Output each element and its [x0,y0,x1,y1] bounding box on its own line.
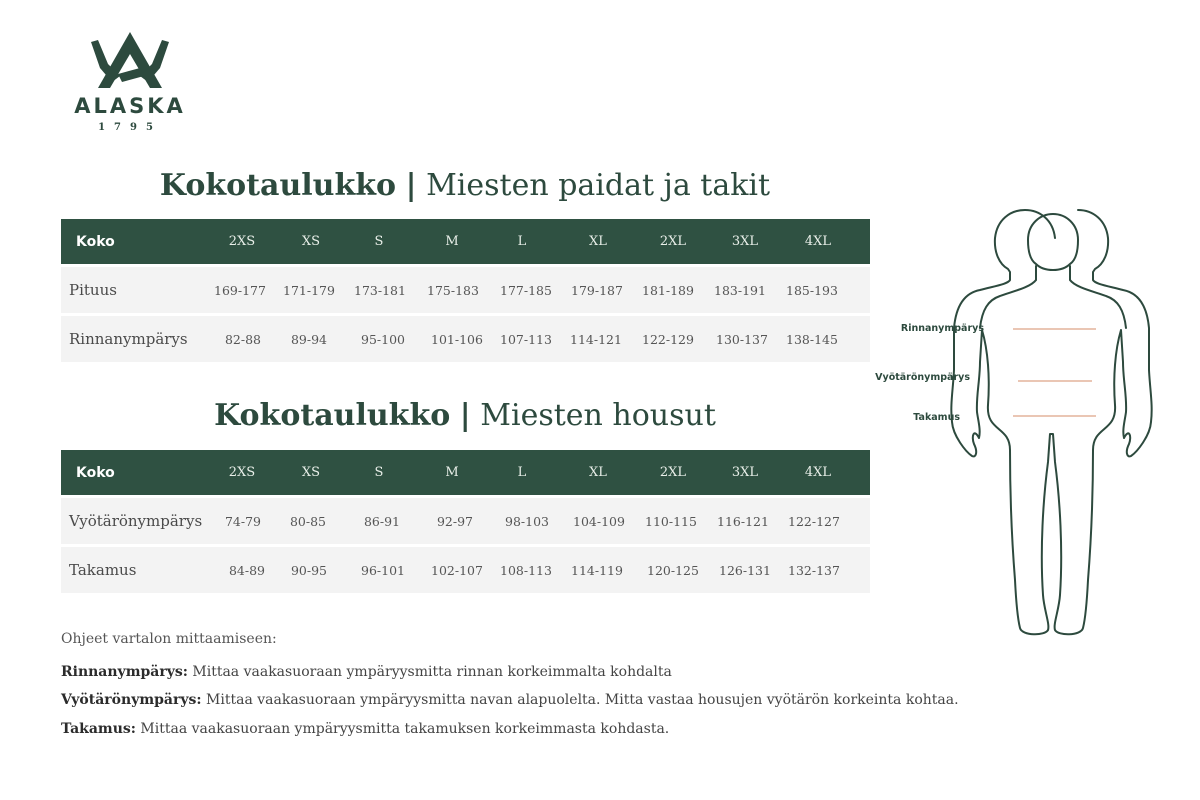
table1-title [60,168,870,203]
row-label: Rinnanympärys [69,330,188,348]
table-cell: 126-131 [719,562,771,578]
size-header: XL [589,465,607,480]
size-header: S [374,234,384,249]
size-header: L [517,234,527,249]
table-cell: 173-181 [354,282,406,298]
table-cell: 89-94 [290,331,328,347]
instruction-text: Mittaa vaakasuoraan ympäryysmitta takamuksen korkeimmasta kohdasta. [135,721,670,737]
size-header: 4XL [804,465,832,480]
instruction-term: Vyötärönympärys: [61,692,202,708]
table-cell: 98-103 [505,513,549,529]
table-cell: 90-95 [290,562,328,578]
table-cell: 86-91 [363,513,401,529]
table-cell: 179-187 [571,282,623,298]
instruction-chest [61,664,672,680]
table-cell: 101-106 [431,331,483,347]
measurement-lines [860,200,1160,650]
table-cell: 183-191 [714,282,766,298]
table-cell: 171-179 [283,282,335,298]
size-header: S [374,465,384,480]
table-row [61,316,870,362]
shirts-jackets-size-table [61,219,870,362]
size-header: 3XL [731,465,759,480]
table-cell: 92-97 [436,513,474,529]
table-row [61,498,870,544]
brand-name: ALASKA [74,94,186,118]
size-header-label: Koko [76,464,115,481]
size-header: XS [301,234,321,249]
instruction-seat [61,721,669,737]
size-header: 4XL [804,234,832,249]
table1-title-bold: Kokotaulukko [159,168,397,203]
instructions-intro: Ohjeet vartalon mittaamiseen: [61,631,277,647]
trousers-size-table [61,450,870,593]
table-cell: 175-183 [427,282,479,298]
table-cell: 96-101 [361,562,405,578]
instruction-term: Takamus: [61,721,136,737]
body-measurement-figure [860,200,1160,650]
table-header-row [61,219,870,264]
antler-logo-icon [88,28,172,92]
brand-logo [60,28,200,140]
row-label: Vyötärönympärys [69,512,203,530]
table-cell: 110-115 [645,513,697,529]
table-cell: 104-109 [573,513,625,529]
table1-title-rest: Miesten paidat ja takit [426,168,771,203]
table-cell: 80-85 [289,513,327,529]
table1-title-separator: | [405,168,417,203]
table-cell: 169-177 [214,282,266,298]
table-cell: 181-189 [642,282,694,298]
size-header: 2XS [228,465,256,480]
table-cell: 107-113 [500,331,552,347]
size-header: 3XL [731,234,759,249]
table-cell: 74-79 [224,513,262,529]
table2-title [60,398,870,433]
table2-title-bold: Kokotaulukko [214,398,451,433]
table-cell: 130-137 [716,331,768,347]
instruction-waist [61,692,959,708]
size-header: 2XL [659,465,687,480]
size-header: 2XL [659,234,687,249]
table-cell: 114-121 [570,331,622,347]
instruction-text: Mittaa vaakasuoraan ympäryysmitta navan alapuolelta. Mitta vastaa housujen vyötärön korkeinta kohtaa. [201,692,959,708]
table2-title-rest: Miesten housut [480,398,716,433]
size-header-label: Koko [76,233,115,250]
table-cell: 108-113 [500,562,552,578]
size-header: XL [589,234,607,249]
size-header: 2XS [228,234,256,249]
table-cell: 138-145 [786,331,838,347]
chest-label: Rinnanympärys [900,323,984,334]
seat-label: Takamus [913,412,960,423]
table-cell: 122-129 [642,331,694,347]
table-cell: 102-107 [431,562,483,578]
table-row [61,547,870,593]
table2-title-separator: | [459,398,471,433]
brand-year: 1795 [98,122,162,133]
table-cell: 82-88 [224,331,262,347]
table-cell: 185-193 [786,282,838,298]
size-header: M [445,465,459,480]
table-cell: 116-121 [717,513,769,529]
table-header-row [61,450,870,495]
table-cell: 120-125 [647,562,699,578]
table-cell: 114-119 [571,562,623,578]
waist-label: Vyötärönympärys [875,372,970,383]
size-header: M [445,234,459,249]
table-cell: 177-185 [500,282,552,298]
table-cell: 84-89 [228,562,266,578]
instruction-text: Mittaa vaakasuoraan ympäryysmitta rinnan korkeimmalta kohdalta [187,664,672,680]
size-header: XS [301,465,321,480]
table-cell: 132-137 [788,562,840,578]
size-header: L [517,465,527,480]
table-row [61,267,870,313]
table-cell: 122-127 [788,513,840,529]
instruction-term: Rinnanympärys: [61,664,188,680]
row-label: Pituus [69,281,117,299]
row-label: Takamus [69,561,137,579]
table-cell: 95-100 [361,331,405,347]
